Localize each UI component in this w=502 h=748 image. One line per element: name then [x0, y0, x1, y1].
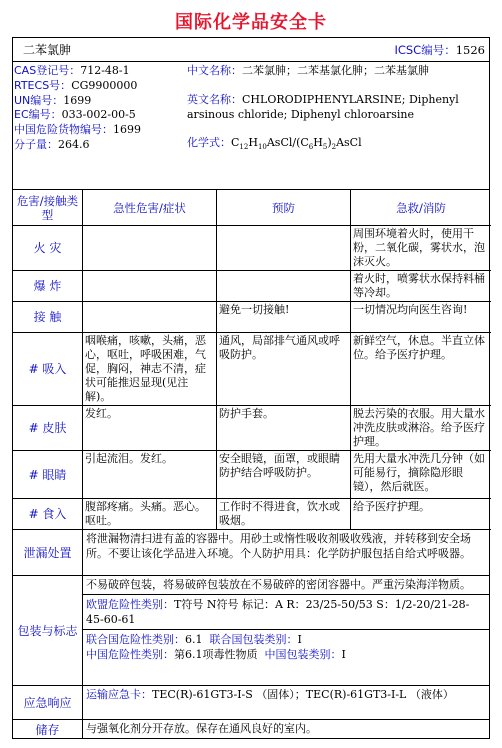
ec-number: EC编号：033-002-00-5 [14, 108, 136, 122]
row-inhalation-symptom: 咽喉痛，咳嗽，头痛，恶心，呕吐，呼吸困难，气促，胸闷，神志不清，症状可能推迟显现(见注解)。 [83, 333, 217, 406]
molecular-weight: 分子量：264.6 [14, 137, 90, 151]
chemical-name: 二苯氯胂 [23, 43, 72, 57]
card-header [13, 38, 489, 62]
cas-number: CAS登记号：712-48-1 [14, 64, 130, 77]
english-name: 英文名称：CHLORODIPHENYLARSINE; Diphenyl arsinous chloride; Diphenyl chloroarsine [187, 92, 459, 121]
row-inhalation-aid: 新鲜空气，休息。半直立体位。给予医疗护理。 [351, 333, 491, 406]
row-inhalation-type: # 吸入 [13, 333, 83, 406]
column-header-prevention: 预防 [217, 190, 351, 226]
row-contact-prevention: 避免一切接触! [217, 302, 351, 333]
chinese-name: 中文名称：二苯氯胂；二苯基氯化胂；二苯基氯胂 [187, 64, 429, 77]
storage-text: 与强氧化剂分开存放。保存在通风良好的室内。 [86, 722, 317, 735]
row-eyes-type: # 眼睛 [13, 451, 83, 499]
row-skin-aid: 脱去污染的衣服。用大量水冲洗皮肤或淋浴。给予医疗护理。 [351, 406, 491, 451]
rtecs-number: RTECS号：CG9900000 [14, 78, 138, 92]
spill-label: 泄漏处置 [13, 530, 83, 575]
safety-card [12, 37, 490, 739]
name-list [185, 62, 489, 189]
cn-classification: 中国危险性类别：第6.1项毒性物质 中国包装类别：I [86, 648, 346, 661]
row-explosion-aid: 着火时，喷雾状水保持料桶等冷却。 [351, 271, 491, 302]
row-eyes-symptom: 引起流泪。发红。 [83, 451, 217, 499]
row-fire-aid: 周围环境着火时，使用干粉，二氧化碳，雾状水，泡沫灭火。 [351, 226, 491, 271]
identifier-list [13, 62, 185, 189]
eu-classification: 欧盟危险性类别：T符号 N符号 标记：A R：23/25-50/53 S：1/2-20/21-28-45-60-61 [86, 598, 470, 626]
row-explosion-prevention [217, 271, 351, 302]
row-eyes-prevention: 安全眼镜，面罩，或眼睛防护结合呼吸防护。 [217, 451, 351, 499]
row-fire-type: 火 灾 [13, 226, 83, 271]
row-eyes-aid: 先用大量水冲洗几分钟（如可能易行，摘除隐形眼镜），然后就医。 [351, 451, 491, 499]
row-ingestion-symptom: 腹部疼痛。头痛。恶心。呕吐。 [83, 499, 217, 530]
icsc-number: ICSC编号：1526 [394, 42, 485, 57]
spill-section [13, 530, 489, 576]
storage-section [13, 720, 489, 738]
hazard-table [13, 190, 489, 530]
cn-dangerous-goods-number: 中国危险货物编号：1699 [14, 123, 141, 137]
chemical-formula: 化学式：$C_{12}H_{10}AsCl/(C_6H_5)_2AsCl$ [187, 136, 362, 152]
column-header-symptom: 急性危害/症状 [83, 190, 217, 226]
row-explosion-type: 爆 炸 [13, 271, 83, 302]
row-skin-prevention: 防护手套。 [217, 406, 351, 451]
row-inhalation-prevention: 通风，局部排气通风或呼吸防护。 [217, 333, 351, 406]
un-classification: 联合国危险性类别：6.1 联合国包装类别：I [86, 633, 302, 646]
row-skin-type: # 皮肤 [13, 406, 83, 451]
column-header-type: 危害/接触类型 [13, 190, 83, 226]
un-number: UN编号：1699 [14, 93, 92, 107]
card-title: 国际化学品安全卡 [175, 12, 327, 33]
row-ingestion-prevention: 工作时不得进食，饮水或吸烟。 [217, 499, 351, 530]
row-ingestion-aid: 给予医疗护理。 [351, 499, 491, 530]
emergency-label: 应急响应 [13, 686, 83, 719]
packaging-section [13, 576, 489, 686]
packaging-label: 包装与标志 [13, 576, 83, 685]
packaging-body [83, 576, 489, 685]
identifier-section [13, 62, 489, 190]
spill-text: 将泄漏物清扫进有盖的容器中。用砂土或惰性吸收剂吸收残液，并转移到安全场所。不要让该化学品进入环境。个人防护用具：化学防护服包括自给式呼吸器。 [86, 532, 471, 560]
column-header-first-aid: 急救/消防 [351, 190, 491, 226]
row-contact-aid: 一切情况均向医生咨询! [351, 302, 491, 333]
row-fire-symptom [83, 226, 217, 271]
row-ingestion-type: # 食入 [13, 499, 83, 530]
packaging-text: 不易破碎包装，将易破碎包装放在不易破碎的密闭容器中。严重污染海洋物质。 [86, 578, 471, 591]
storage-label: 储存 [13, 720, 83, 738]
row-contact-type: 接 触 [13, 302, 83, 333]
row-contact-symptom [83, 302, 217, 333]
emergency-text: 运输应急卡：TEC(R)-61GT3-I-S （固体）；TEC(R)-61GT3-I-L （液体） [86, 688, 454, 701]
row-explosion-symptom [83, 271, 217, 302]
emergency-section [13, 686, 489, 720]
row-skin-symptom: 发红。 [83, 406, 217, 451]
row-fire-prevention [217, 226, 351, 271]
